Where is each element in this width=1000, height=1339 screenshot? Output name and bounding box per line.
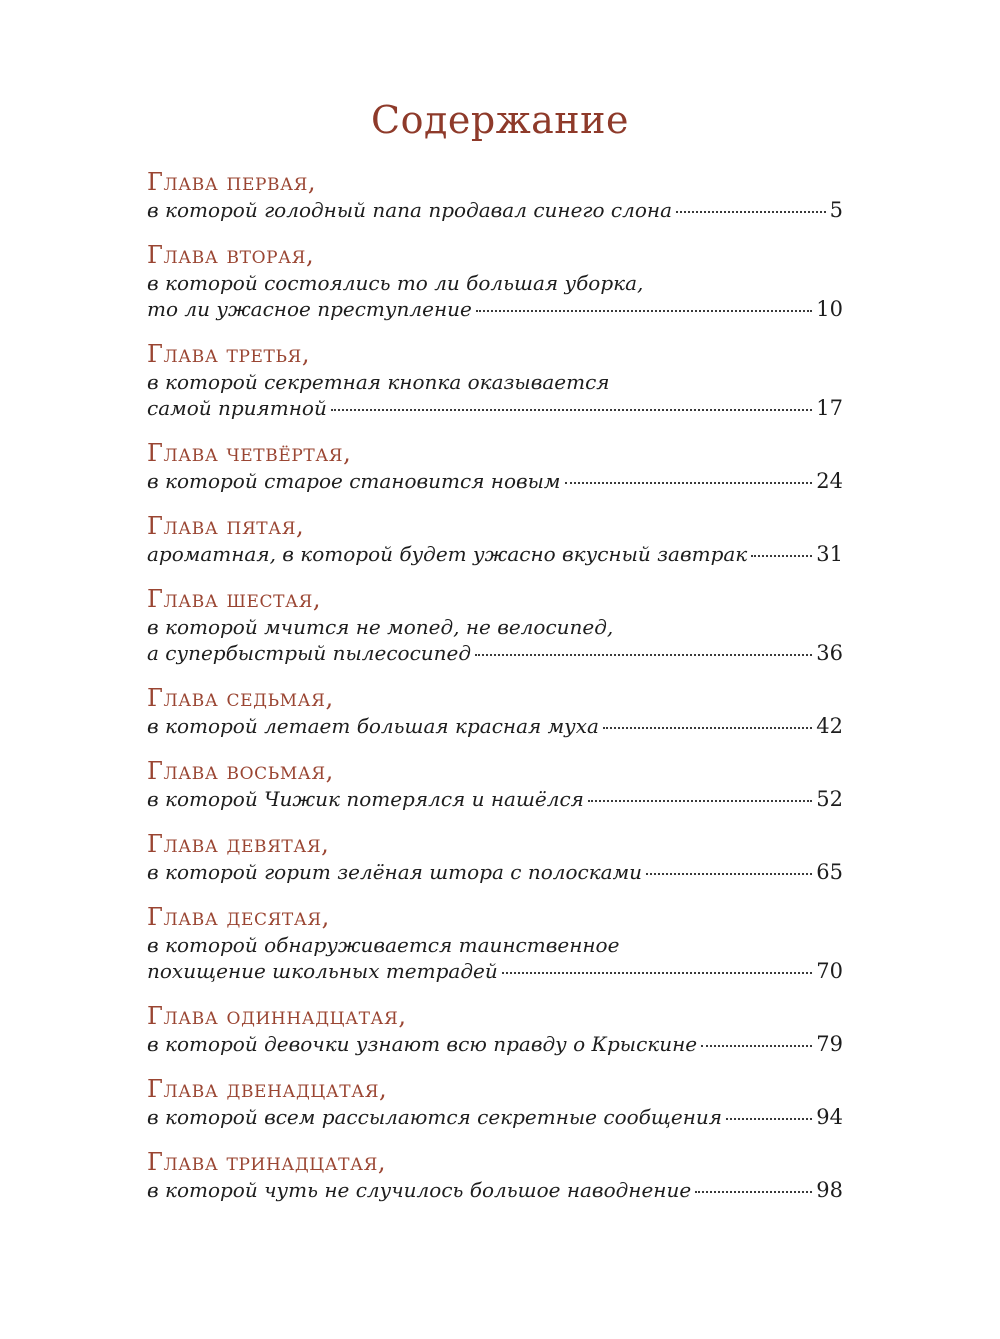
dot-leader xyxy=(751,555,812,557)
chapter-heading: Глава первая, xyxy=(147,168,317,196)
chapter-heading: Глава третья, xyxy=(147,340,311,368)
toc-entry[interactable] xyxy=(147,168,843,223)
chapter-description: в которой обнаруживается таинственное xyxy=(147,933,620,957)
toc-entry[interactable] xyxy=(147,757,843,812)
page-number: 42 xyxy=(816,714,843,738)
chapter-description-line xyxy=(147,541,843,567)
toc-entry[interactable] xyxy=(147,684,843,739)
chapter-description: в которой чуть не случилось большое наводнение xyxy=(147,1178,692,1202)
chapter-description-line xyxy=(147,197,843,223)
page-number: 70 xyxy=(816,959,843,983)
chapter-description: в которой всем рассылаются секретные сообщения xyxy=(147,1105,723,1129)
chapter-heading: Глава вторая, xyxy=(147,241,315,269)
chapter-description: в которой состоялись то ли большая уборка, xyxy=(147,271,644,295)
chapter-description-line xyxy=(147,1031,843,1057)
chapter-description: похищение школьных тетрадей xyxy=(147,959,498,983)
page-number: 31 xyxy=(816,542,843,566)
chapter-description-line xyxy=(147,786,843,812)
dot-leader xyxy=(646,873,812,875)
chapter-heading: Глава двенадцатая, xyxy=(147,1075,388,1103)
page-number: 10 xyxy=(816,297,843,321)
chapter-description: в которой летает большая красная муха xyxy=(147,714,599,738)
chapter-description-line xyxy=(147,296,843,322)
toc-entry[interactable] xyxy=(147,1002,843,1057)
chapter-heading: Глава восьмая, xyxy=(147,757,334,785)
chapter-description-line xyxy=(147,1177,843,1203)
chapter-description: в которой голодный папа продавал синего слона xyxy=(147,198,672,222)
page-number: 5 xyxy=(829,198,843,222)
dot-leader xyxy=(726,1118,812,1120)
chapter-description-line xyxy=(147,395,843,421)
chapter-description-line xyxy=(147,859,843,885)
toc-entry[interactable] xyxy=(147,1075,843,1130)
chapter-description: в которой мчится не мопед, не велосипед, xyxy=(147,615,614,639)
chapter-description: а супербыстрый пылесосипед xyxy=(147,641,472,665)
toc-entry[interactable] xyxy=(147,241,843,322)
chapter-description-line xyxy=(147,713,843,739)
chapter-description: в которой старое становится новым xyxy=(147,469,561,493)
chapter-description-line xyxy=(147,468,843,494)
chapter-description: то ли ужасное преступление xyxy=(147,297,472,321)
chapter-description-line xyxy=(147,640,843,666)
chapter-description: в которой девочки узнают всю правду о Крыскине xyxy=(147,1032,698,1056)
dot-leader xyxy=(475,654,812,656)
chapter-heading: Глава тринадцатая, xyxy=(147,1148,387,1176)
chapter-description: в которой горит зелёная штора с полосками xyxy=(147,860,643,884)
dot-leader xyxy=(502,972,813,974)
toc-entry[interactable] xyxy=(147,340,843,421)
toc-entry[interactable] xyxy=(147,830,843,885)
chapter-heading: Глава четвёртая, xyxy=(147,439,352,467)
dot-leader xyxy=(331,409,812,411)
chapter-description-line xyxy=(147,958,843,984)
dot-leader xyxy=(603,727,812,729)
chapter-description: в которой секретная кнопка оказывается xyxy=(147,370,610,394)
toc-entry[interactable] xyxy=(147,1148,843,1203)
page-number: 65 xyxy=(816,860,843,884)
dot-leader xyxy=(476,310,812,312)
page-number: 24 xyxy=(816,469,843,493)
dot-leader xyxy=(565,482,813,484)
dot-leader xyxy=(701,1045,812,1047)
chapter-heading: Глава десятая, xyxy=(147,903,330,931)
dot-leader xyxy=(588,800,812,802)
page-number: 52 xyxy=(816,787,843,811)
page-title: Содержание xyxy=(371,98,629,142)
page-number: 17 xyxy=(816,396,843,420)
chapter-description: в которой Чижик потерялся и нашёлся xyxy=(147,787,584,811)
chapter-description: ароматная, в которой будет ужасно вкусный завтрак xyxy=(147,542,748,566)
chapter-heading: Глава пятая, xyxy=(147,512,305,540)
toc-entry[interactable] xyxy=(147,512,843,567)
toc-entry[interactable] xyxy=(147,585,843,666)
toc-entry[interactable] xyxy=(147,903,843,984)
chapter-heading: Глава седьмая, xyxy=(147,684,334,712)
dot-leader xyxy=(695,1191,812,1193)
chapter-heading: Глава шестая, xyxy=(147,585,322,613)
page-number: 98 xyxy=(816,1178,843,1202)
chapter-heading: Глава девятая, xyxy=(147,830,330,858)
toc-entry[interactable] xyxy=(147,439,843,494)
chapter-heading: Глава одиннадцатая, xyxy=(147,1002,407,1030)
page-number: 79 xyxy=(816,1032,843,1056)
chapter-description-line xyxy=(147,1104,843,1130)
chapter-description: самой приятной xyxy=(147,396,327,420)
table-of-contents xyxy=(147,168,843,1221)
dot-leader xyxy=(676,211,826,213)
page-number: 36 xyxy=(816,641,843,665)
page-number: 94 xyxy=(816,1105,843,1129)
